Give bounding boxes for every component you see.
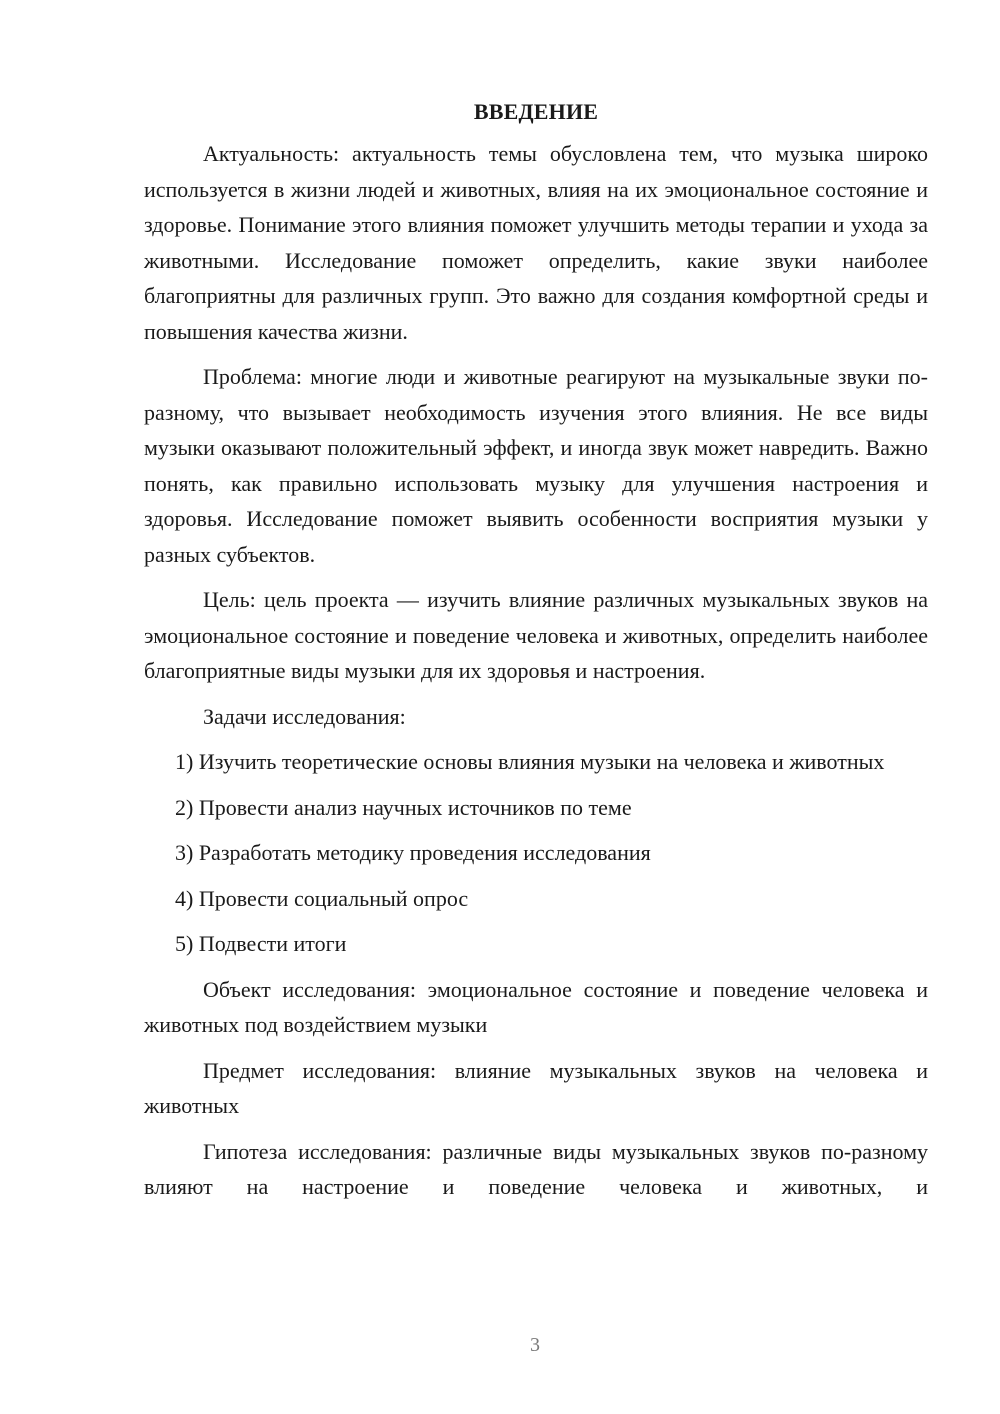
task-item-3: 3) Разработать методику проведения исследования	[175, 840, 651, 865]
relevance-paragraph: Актуальность: актуальность темы обусловлена тем, что музыка широко используется в жизни людей и животных, влияя на их эмоциональное состояние и здоровье. Понимание этого влияния поможет улучшить методы терапии и ухода за животными. Исследование поможет определить, какие звуки наиболее благоприятны для различных групп. Это важно для создания комфортной среды и повышения качества жизни.	[144, 141, 928, 344]
section-title: ВВЕДЕНИЕ	[473, 99, 599, 124]
tasks-heading: Задачи исследования:	[203, 703, 406, 729]
goal-paragraph: Цель: цель проекта — изучить влияние различных музыкальных звуков на эмоциональное состояние и поведение человека и животных, определить наиболее благоприятные виды музыки для их здоровья и настроения.	[144, 587, 928, 683]
document-page	[144, 96, 928, 1215]
object-paragraph: Объект исследования: эмоциональное состояние и поведение человека и животных под воздействием музыки	[144, 976, 928, 1037]
page-number: 3	[530, 1334, 540, 1356]
hypothesis-paragraph: Гипотеза исследования: различные виды музыкальных звуков по-разному влияют на настроение и поведение человека и животных, и	[144, 1138, 928, 1199]
task-item-2: 2) Провести анализ научных источников по теме	[175, 794, 632, 820]
problem-paragraph: Проблема: многие люди и животные реагируют на музыкальные звуки по-разному, что вызывает необходимость изучения этого влияния. Не все виды музыки оказывают положительный эффект, и иногда звук может навредить. Важно понять, как правильно использовать музыку для улучшения настроения и здоровья. Исследование поможет выявить особенности восприятия музыки у разных субъектов.	[144, 364, 928, 567]
subject-paragraph: Предмет исследования: влияние музыкальных звуков на человека и животных	[144, 1057, 928, 1118]
task-item-5: 5) Подвести итоги	[175, 931, 347, 956]
task-item-1: 1) Изучить теоретические основы влияния музыки на человека и животных	[175, 749, 885, 774]
task-item-4: 4) Провести социальный опрос	[175, 885, 469, 911]
